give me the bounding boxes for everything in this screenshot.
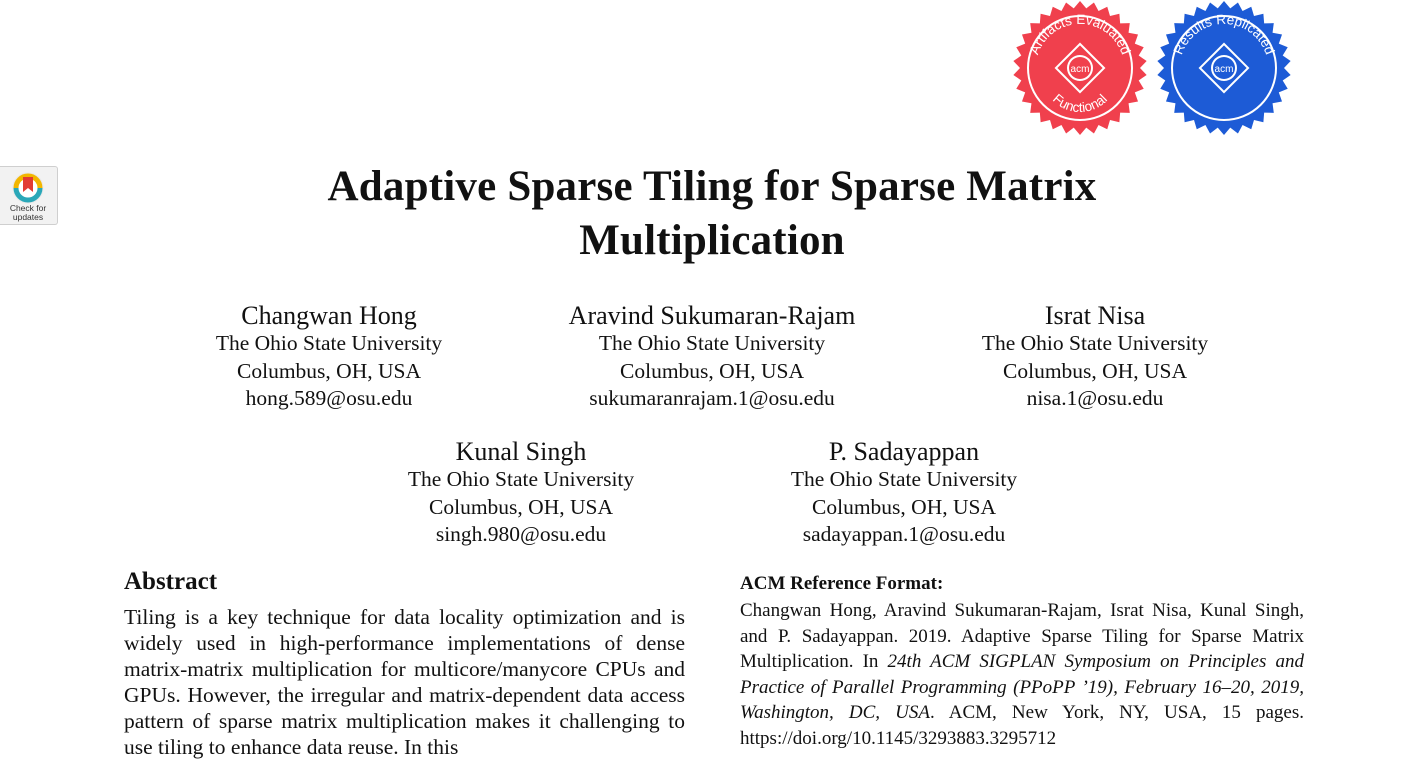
title-line-2: Multiplication <box>579 217 845 264</box>
badge-top-text: Artifacts Evaluated <box>1026 11 1134 57</box>
author-block <box>512 300 912 413</box>
svg-text:acm: acm <box>1214 64 1234 75</box>
check-label-line1: Check for <box>9 203 47 213</box>
author-location: Columbus, OH, USA <box>1003 358 1187 383</box>
svg-text:acm: acm <box>1070 64 1090 75</box>
reference-authors: Changwan Hong, Aravind Sukumaran-Rajam, Israt Nisa, Kunal Singh, and P. Sadayappan. 2019. Adaptive Sparse Tiling for Sparse Matrix Multiplication. In <box>740 600 1304 672</box>
author-email[interactable]: sukumaranrajam.1@osu.edu <box>589 386 835 410</box>
reference-venue: 24th ACM SIGPLAN Symposium on Principles and Practice of Parallel Programming (PPoPP ’19), February 16–20, 2019, Washington, DC, USA <box>740 651 1304 723</box>
author-affiliation: The Ohio State University <box>790 467 1018 491</box>
author-name: P. Sadayappan <box>828 437 980 466</box>
author-email[interactable]: singh.980@osu.edu <box>435 522 607 546</box>
author-block <box>321 436 721 549</box>
reference-heading: ACM Reference Format: <box>740 573 944 594</box>
abstract-heading: Abstract <box>124 568 218 595</box>
author-affiliation: The Ohio State University <box>407 467 635 491</box>
badge-bottom-text: Functional <box>1050 90 1110 116</box>
author-location: Columbus, OH, USA <box>237 358 421 383</box>
author-email[interactable]: sadayappan.1@osu.edu <box>802 522 1006 546</box>
author-location: Columbus, OH, USA <box>620 358 804 383</box>
author-location: Columbus, OH, USA <box>812 494 996 519</box>
reference-doi-link[interactable]: https://doi.org/10.1145/3293883.3295712 <box>740 727 1057 749</box>
author-name: Israt Nisa <box>1044 301 1146 330</box>
author-block <box>895 300 1295 413</box>
author-affiliation: The Ohio State University <box>215 331 443 355</box>
author-location: Columbus, OH, USA <box>429 494 613 519</box>
artifacts-evaluated-badge <box>1012 0 1148 136</box>
author-name: Kunal Singh <box>455 437 587 466</box>
check-label-line2: updates <box>12 211 44 222</box>
author-block <box>129 300 529 413</box>
reference-publisher: . ACM, New York, NY, USA, 15 pages. <box>929 702 1304 723</box>
check-for-updates-label <box>0 204 56 221</box>
author-affiliation: The Ohio State University <box>981 331 1209 355</box>
author-block <box>704 436 1104 549</box>
author-affiliation: The Ohio State University <box>598 331 826 355</box>
author-email[interactable]: hong.589@osu.edu <box>245 386 413 410</box>
results-replicated-badge <box>1156 0 1292 136</box>
author-name: Aravind Sukumaran-Rajam <box>568 301 856 330</box>
abstract-text: Tiling is a key technique for data locality optimization and is widely used in high-performance implementations of dense matrix-matrix multiplication for multicore/manycore CPUs and GPUs. However, the irregular and matrix-dependent data access pattern of sparse matrix multiplication makes it challenging to use tiling to enhance data reuse. In this <box>124 605 685 759</box>
check-for-updates-button[interactable] <box>0 166 58 225</box>
reference-text <box>740 598 1304 751</box>
badge-top-text: Results Replicated <box>1170 11 1278 57</box>
title-line-1: Adaptive Sparse Tiling for Sparse Matrix <box>327 163 1097 210</box>
author-email[interactable]: nisa.1@osu.edu <box>1026 386 1164 410</box>
author-name: Changwan Hong <box>241 301 417 330</box>
paper-title <box>200 160 1224 268</box>
crossmark-icon <box>10 171 46 205</box>
